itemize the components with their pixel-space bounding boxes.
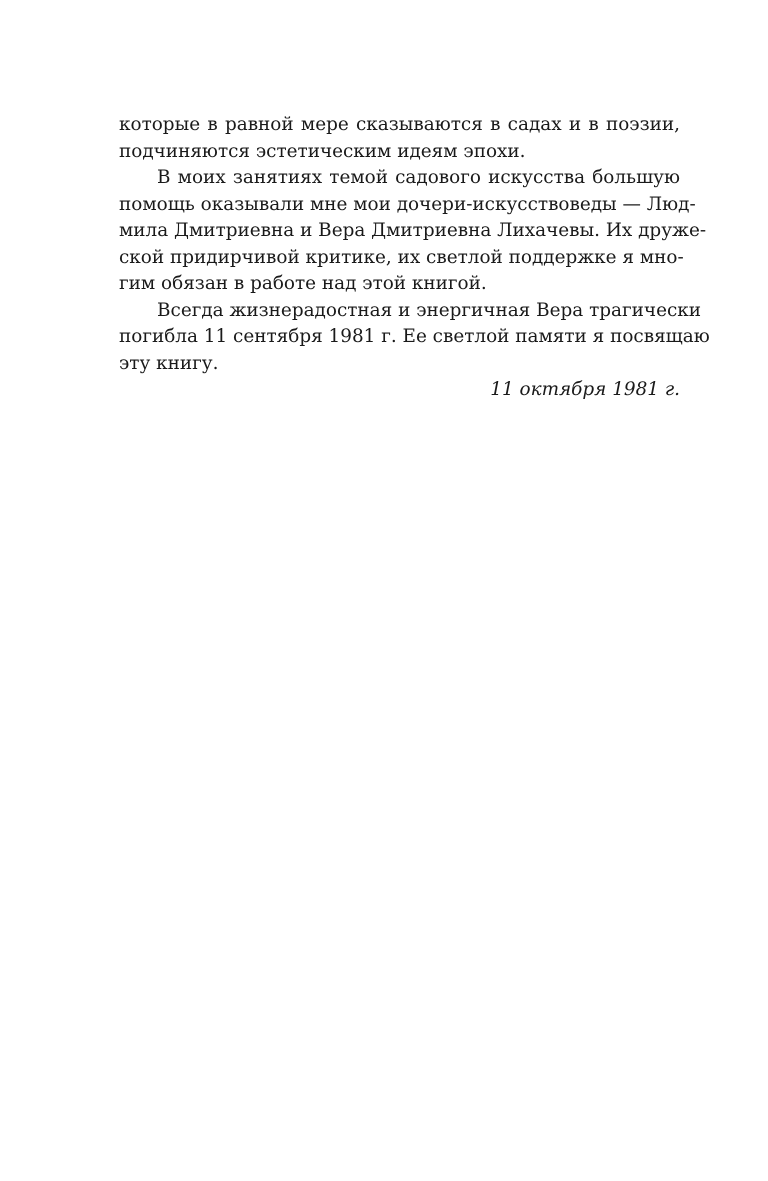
text-line: мила Дмитриевна и Вера Дмитриевна Лихачевы. Их друже- (119, 220, 707, 241)
body-text (119, 112, 710, 404)
text-line: помощь оказывали мне мои дочери-искусствоведы — Люд- (119, 193, 696, 215)
text-line: эту книгу. (119, 352, 219, 374)
text-line: ской придирчивой критике, их светлой поддержке я мно- (119, 246, 684, 268)
text-line: В моих занятиях темой садового искусства большую (157, 167, 680, 188)
signature-date: 11 октября 1981 г. (490, 379, 680, 400)
text-line: Всегда жизнерадостная и энергичная Вера трагически (157, 299, 702, 321)
text-line: погибла 11 сентября 1981 г. Ее светлой памяти я посвящаю (119, 326, 710, 347)
text-line: которые в равной мере сказываются в садах и в поэзии, (119, 114, 680, 135)
text-line: подчиняются эстетическим идеям эпохи. (119, 140, 526, 162)
text-line: гим обязан в работе над этой книгой. (119, 273, 487, 294)
